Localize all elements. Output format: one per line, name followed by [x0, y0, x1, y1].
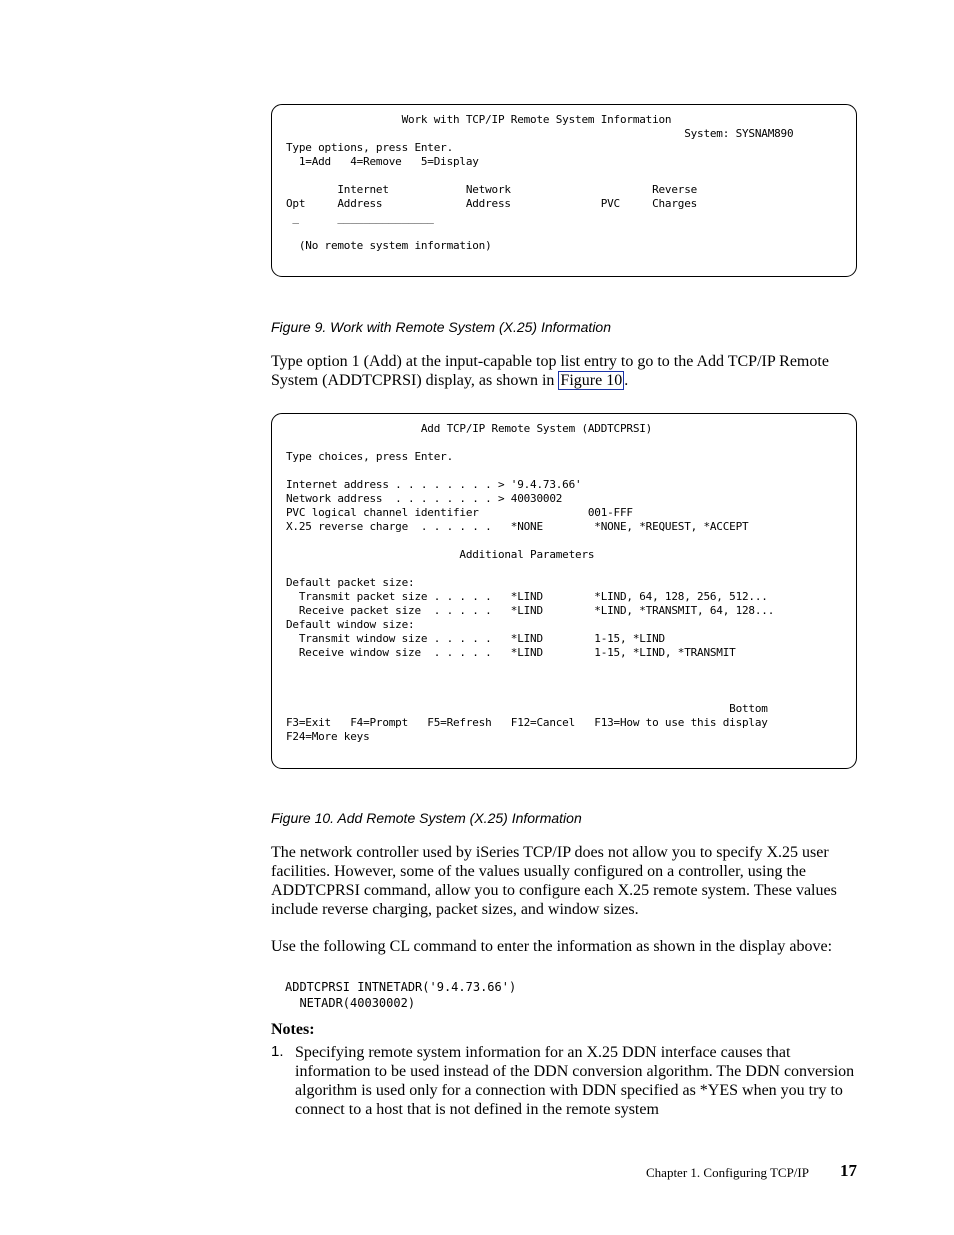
figure10-screen [271, 413, 857, 769]
figure10-link[interactable]: Figure 10 [560, 372, 623, 389]
footer-chapter: Chapter 1. Configuring TCP/IP [646, 1165, 809, 1180]
note-number: 1. [271, 1043, 284, 1060]
paragraph-1-text-before: Type option 1 (Add) at the input-capable top list entry to go to the Add TCP/IP Remote System (ADDTCPRSI) display, as shown in [271, 353, 829, 389]
paragraph-3: Use the following CL command to enter the information as shown in the display above: [271, 938, 833, 955]
page-number: 17 [840, 1161, 857, 1180]
paragraph-1 [271, 352, 861, 390]
notes-heading: Notes: [271, 1021, 315, 1038]
figure10-caption: Figure 10. Add Remote System (X.25) Information [271, 810, 582, 826]
figure9-screen [271, 104, 857, 277]
cl-command-example: ADDTCPRSI INTNETADR('9.4.73.66') NETADR(40030002) [285, 980, 517, 1010]
note-text: Specifying remote system information for an X.25 DDN interface causes that information to be used instead of the DDN conversion algorithm. The DDN conversion algorithm is used only for a connection with DDN specified as *YES when you try to connect to a host that is not defined in the remote system [295, 1044, 855, 1118]
figure10-screen-text: Add TCP/IP Remote System (ADDTCPRSI) Type choices, press Enter. Internet address . . . . . . . . > '9.4.73.66' Network address . . . . . . . . > 40030002 PVC logical channel identifier 001-FFF X.25 reverse charge . . . . . . *NONE *NONE, *REQUEST, *ACCEPT Additional Parameters Default packet size: Transmit packet size . . . . . *LIND *LIND, 64, 128, 256, 512... Receive packet size . . . . . *LIND *LIND, *TRANSMIT, 64, 128... Default window size: Transmit window size . . . . . *LIND 1-15, *LIND Receive window size . . . . . *LIND 1-15, *LIND, *TRANSMIT Bottom F3=Exit F4=Prompt F5=Refresh F12=Cancel F13=How to use this display F24=More keys [286, 422, 775, 743]
paragraph-2: The network controller used by iSeries TCP/IP does not allow you to specify X.25 user facilities. However, some of the values usually configured on a controller, using the ADDTCPRSI command, allow you to configure each X.25 remote system. These values include reverse charging, packet sizes, and window sizes. [271, 844, 837, 918]
paragraph-1-text-after: . [624, 372, 629, 389]
figure9-caption: Figure 9. Work with Remote System (X.25) Information [271, 319, 611, 335]
figure9-screen-text: Work with TCP/IP Remote System Information System: SYSNAM890 Type options, press Enter. 1=Add 4=Remove 5=Display Internet Network Reverse Opt Address Address PVC Charges _ _______________ (No remote system information) [286, 113, 794, 252]
